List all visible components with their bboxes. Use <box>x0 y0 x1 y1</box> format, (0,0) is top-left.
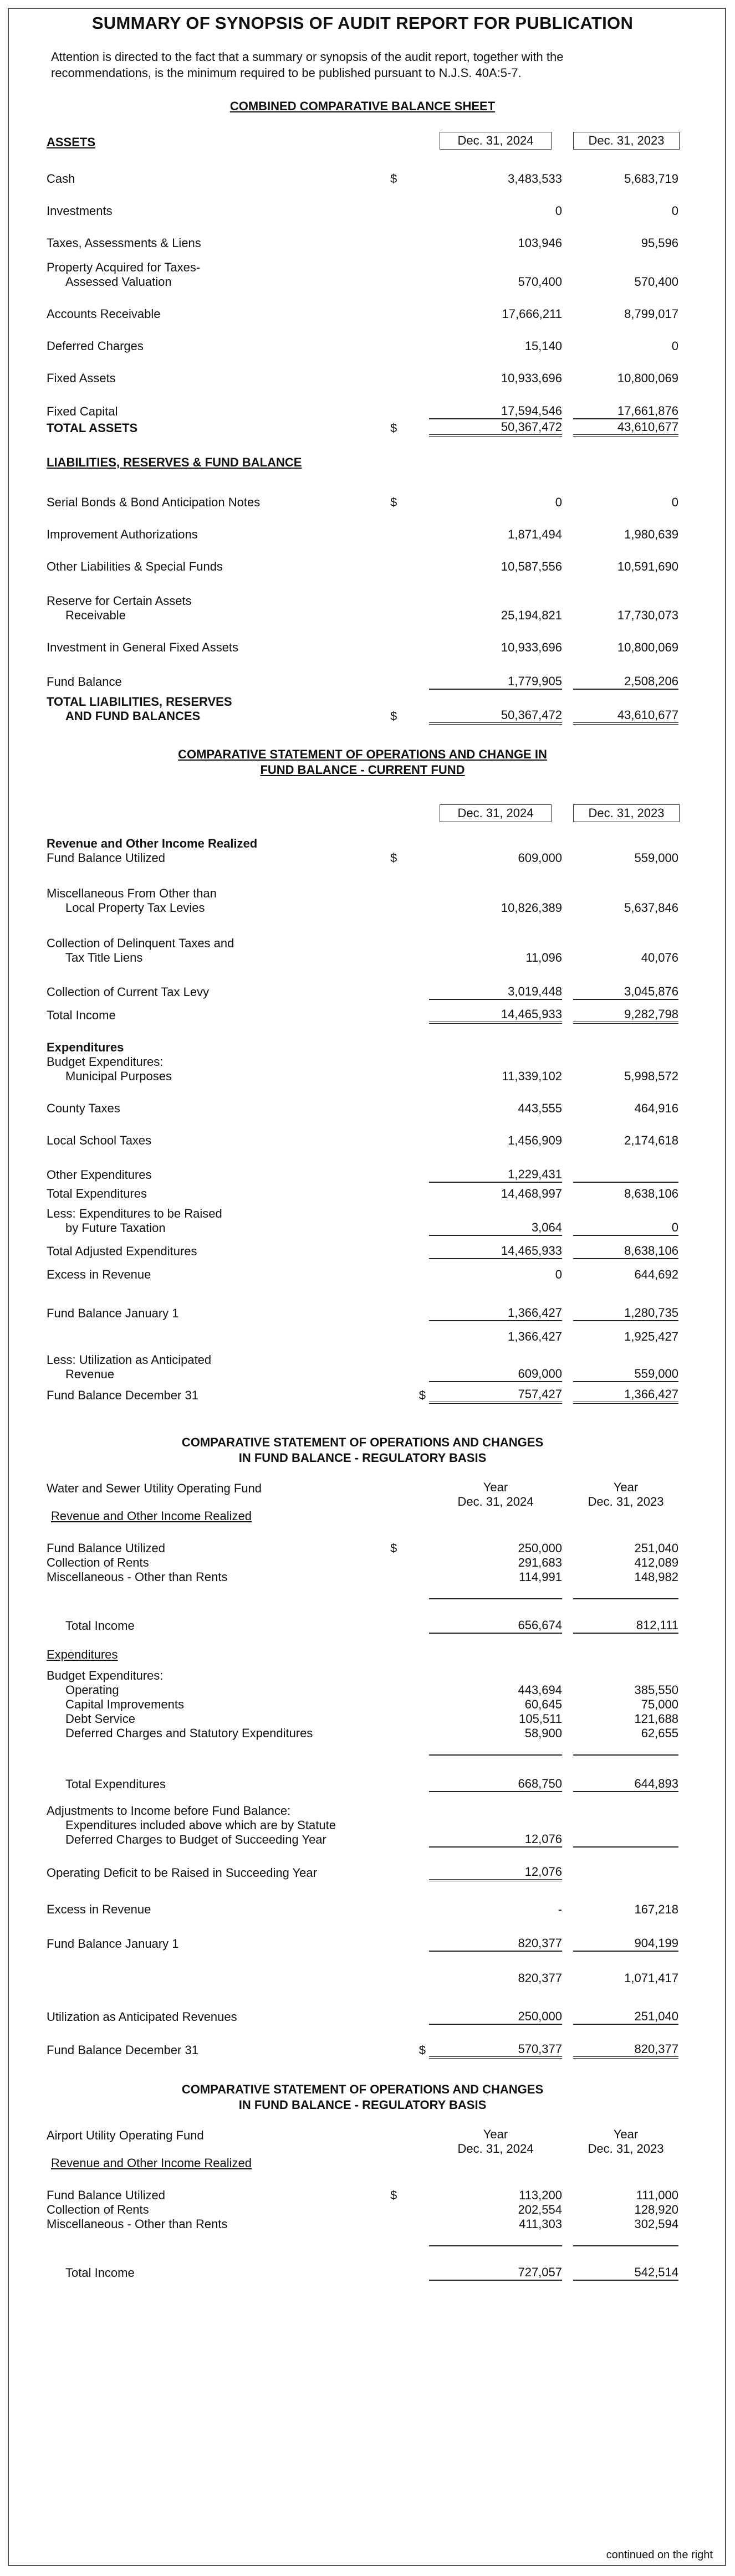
fund-name: Airport Utility Operating Fund <box>47 2128 204 2142</box>
table-row <box>47 2203 678 2217</box>
row-label: Local School Taxes <box>47 1133 152 1147</box>
row-label: Miscellaneous - Other than Rents <box>47 2217 228 2231</box>
col-2023-header: Dec. 31, 2023 <box>588 1495 664 1508</box>
value-2024: 820,377 <box>429 1917 562 1951</box>
value-2023: 8,638,106 <box>573 1235 678 1259</box>
table-row <box>47 321 678 353</box>
value-2023: 1,980,639 <box>624 527 678 541</box>
value-2024: 14,465,933 <box>429 1235 562 1259</box>
table-row <box>47 965 678 999</box>
table-row <box>47 574 678 623</box>
row-label: Capital Improvements <box>65 1697 184 1711</box>
value-2024: 10,933,696 <box>501 640 562 654</box>
row-label-cont: Assessed Valuation <box>65 275 172 289</box>
value-2023: 559,000 <box>634 851 678 865</box>
row-label: Total Expenditures <box>65 1777 166 1791</box>
intro-paragraph: Attention is directed to the fact that a summary or synopsis of the audit report, together with the recommendations, is the minimum required to be published pursuant to N.J.S. 40A:5-7. <box>51 50 564 80</box>
table-row <box>47 470 678 510</box>
subtotal-2024: 820,377 <box>518 1971 562 1985</box>
balance-sheet-table <box>47 131 678 725</box>
value-2024: - <box>558 1902 562 1916</box>
row-label: Serial Bonds & Bond Anticipation Notes <box>47 495 261 509</box>
total-row <box>47 2024 678 2057</box>
value-2023: 10,800,069 <box>617 640 678 654</box>
value-2024: 12,076 <box>429 1847 562 1880</box>
row-label: Collection of Rents <box>47 1556 149 1569</box>
year-label: Year <box>483 2127 508 2141</box>
total-assets-label: TOTAL ASSETS <box>47 421 138 435</box>
water-sewer-title-line1: COMPARATIVE STATEMENT OF OPERATIONS AND CHANGES <box>181 1435 544 1449</box>
row-label-cont: Receivable <box>65 608 126 622</box>
row-label: Miscellaneous - Other than Rents <box>47 1570 228 1584</box>
row-label: Accounts Receivable <box>47 307 161 321</box>
value-2023: 40,076 <box>641 951 678 964</box>
subtotal-2023: 1,071,417 <box>624 1971 678 1985</box>
table-row <box>47 1697 678 1712</box>
total-row <box>47 419 678 435</box>
table-row <box>47 1792 678 1847</box>
table-row <box>47 1712 678 1726</box>
value-2023: 570,400 <box>634 275 678 289</box>
year-label: Year <box>483 1480 508 1494</box>
row-label: Deferred Charges and Statutory Expenditures <box>65 1726 313 1740</box>
document-page <box>47 13 678 2281</box>
col-2023-header: Dec. 31, 2023 <box>573 132 680 150</box>
value-2023: 5,998,572 <box>624 1069 678 1083</box>
value-2024: 570,377 <box>429 2024 562 2057</box>
value-2023: 820,377 <box>573 2024 678 2057</box>
value-2023: 385,550 <box>634 1683 678 1697</box>
row-label: County Taxes <box>47 1101 120 1115</box>
total-liabilities-label: TOTAL LIABILITIES, RESERVES <box>47 695 232 709</box>
dollar-sign: $ <box>390 421 397 435</box>
table-row <box>47 1084 678 1116</box>
year-label: Year <box>613 1480 639 1494</box>
table-row <box>47 623 678 655</box>
value-2024: 10,587,556 <box>501 560 562 573</box>
value-2024: 609,000 <box>429 1344 562 1382</box>
value-2023: 0 <box>671 204 678 218</box>
value-2023: 0 <box>671 495 678 509</box>
value-2024: 14,465,933 <box>429 999 562 1023</box>
dollar-sign: $ <box>418 2043 426 2057</box>
value-2024: 1,456,909 <box>508 1133 562 1147</box>
budget-label: Budget Expenditures: <box>47 1055 164 1069</box>
value-2023: 75,000 <box>641 1697 678 1711</box>
value-2024: 0 <box>555 495 562 509</box>
row-label: Fund Balance January 1 <box>47 1937 179 1951</box>
value-2023: 8,638,106 <box>624 1187 678 1200</box>
value-2024: 10,933,696 <box>501 371 562 385</box>
airport-title-line1: COMPARATIVE STATEMENT OF OPERATIONS AND CHANGES <box>181 2082 544 2096</box>
table-row <box>47 1148 678 1182</box>
table-row <box>47 386 678 419</box>
row-label: Fund Balance Utilized <box>47 1541 166 1555</box>
value-2024: 12,076 <box>429 1792 562 1847</box>
current-fund-title-line1: COMPARATIVE STATEMENT OF OPERATIONS AND CHANGE IN <box>178 747 547 761</box>
expenditures-heading: Expenditures <box>47 1648 118 1661</box>
row-label: Fund Balance December 31 <box>47 2043 198 2057</box>
value-2024: 250,000 <box>518 1541 562 1555</box>
value-2024: 291,683 <box>518 1556 562 1569</box>
value-2023: 464,916 <box>634 1101 678 1115</box>
row-label: Other Expenditures <box>47 1168 152 1182</box>
table-row <box>47 218 678 250</box>
row-label: Cash <box>47 172 75 186</box>
subtotal-2024: 1,366,427 <box>508 1330 562 1343</box>
row-label: Fixed Capital <box>47 404 118 418</box>
table-row <box>47 655 678 689</box>
value-2023: 128,920 <box>634 2203 678 2216</box>
value-2024: 443,555 <box>518 1101 562 1115</box>
value-2024: 1,366,427 <box>429 1282 562 1321</box>
liabilities-heading: LIABILITIES, RESERVES & FUND BALANCE <box>47 455 302 469</box>
table-row <box>47 1985 678 2024</box>
value-2024: 3,064 <box>429 1201 562 1235</box>
table-row <box>47 542 678 574</box>
row-label: Fund Balance <box>47 675 122 689</box>
table-row <box>47 1570 678 1584</box>
value-2024: 11,096 <box>525 951 562 964</box>
table-row <box>47 822 678 865</box>
col-2024-header: Dec. 31, 2024 <box>440 132 552 150</box>
value-2023: 148,982 <box>634 1570 678 1584</box>
col-2023-header: Dec. 31, 2023 <box>573 804 680 822</box>
table-row <box>47 915 678 965</box>
value-2023: 302,594 <box>634 2217 678 2231</box>
value-2023: 167,218 <box>634 1902 678 1916</box>
row-label: Improvement Authorizations <box>47 527 198 541</box>
col-2023-header: Dec. 31, 2023 <box>588 2142 664 2156</box>
value-2023: 62,655 <box>641 1726 678 1740</box>
table-row <box>47 1321 678 1344</box>
dollar-sign: $ <box>390 1541 397 1555</box>
row-label: Deferred Charges <box>47 339 144 353</box>
value-2024: 17,594,546 <box>429 386 562 419</box>
table-row <box>47 1662 678 1697</box>
value-2024: 668,750 <box>429 1755 562 1792</box>
value-2023: 9,282,798 <box>573 999 678 1023</box>
value-2024: 202,554 <box>518 2203 562 2216</box>
value-2023: 10,591,690 <box>617 560 678 573</box>
value-2023: 251,040 <box>573 1985 678 2024</box>
revenue-heading: Revenue and Other Income Realized <box>47 837 258 850</box>
value-2023: 10,800,069 <box>617 371 678 385</box>
row-label: Less: Utilization as Anticipated <box>47 1353 212 1367</box>
current-fund-title-line2: FUND BALANCE - CURRENT FUND <box>260 763 465 777</box>
table-row <box>47 186 678 218</box>
table-row <box>47 289 678 321</box>
table-row <box>47 1282 678 1321</box>
row-label-cont: Local Property Tax Levies <box>65 901 205 915</box>
value-2023: 412,089 <box>634 1556 678 1569</box>
value-2024: 15,140 <box>524 339 562 353</box>
value-2023: 121,688 <box>634 1712 678 1726</box>
dollar-sign: $ <box>390 2188 397 2202</box>
table-row <box>47 1951 678 1985</box>
value-2023: 17,661,876 <box>573 386 678 419</box>
table-row <box>47 2178 678 2203</box>
row-label: Operating Deficit to be Raised in Succeeding Year <box>47 1866 317 1880</box>
value-2023: 43,610,677 <box>573 689 678 723</box>
row-label: Fund Balance January 1 <box>47 1306 179 1320</box>
row-label: Collection of Current Tax Levy <box>47 985 210 999</box>
row-label: Collection of Delinquent Taxes and <box>47 936 234 950</box>
table-row <box>47 250 678 289</box>
value-2023: 43,610,677 <box>573 419 678 435</box>
value-2023: 812,111 <box>573 1599 678 1633</box>
dollar-sign: $ <box>390 495 397 509</box>
value-2023: 0 <box>671 339 678 353</box>
value-2024: 25,194,821 <box>501 608 562 622</box>
value-2024: 105,511 <box>519 1712 562 1726</box>
table-row <box>47 150 678 186</box>
row-label: Fund Balance Utilized <box>47 851 166 865</box>
value-2023: 3,045,876 <box>573 965 678 999</box>
dollar-sign: $ <box>390 709 397 723</box>
value-2024: 0 <box>555 204 562 218</box>
revenue-heading: Revenue and Other Income Realized <box>51 2156 252 2170</box>
value-2023: 542,514 <box>573 2246 678 2280</box>
table-row <box>47 1531 678 1556</box>
row-label: Fund Balance December 31 <box>47 1388 198 1402</box>
dollar-sign: $ <box>418 1388 426 1402</box>
water-sewer-table <box>47 1478 678 2059</box>
row-label-cont: Revenue <box>65 1367 115 1381</box>
adjustments-label-cont: Expenditures included above which are by Statute <box>65 1818 336 1832</box>
value-2023: 0 <box>573 1201 678 1235</box>
water-sewer-title-line2: IN FUND BALANCE - REGULATORY BASIS <box>238 1451 487 1465</box>
value-2023: 2,174,618 <box>624 1133 678 1147</box>
row-label-cont: Tax Title Liens <box>65 951 143 964</box>
value-2024: 1,229,431 <box>429 1148 562 1182</box>
row-label: Operating <box>65 1683 119 1697</box>
table-row <box>47 1880 678 1917</box>
value-2024: 11,339,102 <box>502 1069 562 1083</box>
row-label: Fixed Assets <box>47 371 116 385</box>
value-2023 <box>573 1148 678 1182</box>
value-2023: 5,637,846 <box>624 901 678 915</box>
dollar-sign: $ <box>390 172 397 186</box>
balance-sheet-title: COMBINED COMPARATIVE BALANCE SHEET <box>229 99 496 113</box>
airport-title-line2: IN FUND BALANCE - REGULATORY BASIS <box>238 2098 487 2112</box>
row-label: Other Liabilities & Special Funds <box>47 560 223 573</box>
value-2024: 0 <box>555 1268 562 1281</box>
table-row <box>47 510 678 542</box>
revenue-heading: Revenue and Other Income Realized <box>51 1509 252 1523</box>
airport-table <box>47 2125 678 2281</box>
value-2024: 14,468,997 <box>501 1187 562 1200</box>
value-2023: 5,683,719 <box>624 172 678 186</box>
col-2024-header: Dec. 31, 2024 <box>457 1495 534 1508</box>
row-label: Investment in General Fixed Assets <box>47 640 239 654</box>
table-row <box>47 1182 678 1201</box>
value-2023: 644,893 <box>573 1755 678 1792</box>
table-row <box>47 865 678 915</box>
table-row <box>47 1235 678 1259</box>
table-row <box>47 1847 678 1880</box>
table-row <box>47 1023 678 1084</box>
value-2024: 10,826,389 <box>501 901 562 915</box>
col-2024-header: Dec. 31, 2024 <box>440 804 552 822</box>
page-title: SUMMARY OF SYNOPSIS OF AUDIT REPORT FOR PUBLICATION <box>91 13 634 33</box>
adjustments-label: Adjustments to Income before Fund Balance: <box>47 1804 291 1818</box>
row-label: Reserve for Certain Assets <box>47 594 192 608</box>
value-2024: 609,000 <box>518 851 562 865</box>
row-label: Total Adjusted Expenditures <box>47 1244 197 1258</box>
dollar-sign: $ <box>390 851 397 865</box>
row-label: Municipal Purposes <box>65 1069 172 1083</box>
table-row <box>47 353 678 386</box>
table-row <box>47 1344 678 1382</box>
row-label: Fund Balance Utilized <box>47 2188 166 2202</box>
row-label: Collection of Rents <box>47 2203 149 2216</box>
row-label: Excess in Revenue <box>47 1268 151 1281</box>
table-row <box>47 1259 678 1282</box>
value-2023: 251,040 <box>634 1541 678 1555</box>
col-2024-header: Dec. 31, 2024 <box>457 2142 534 2156</box>
continued-note: continued on the right <box>606 2549 713 2561</box>
value-2024: 570,400 <box>518 275 562 289</box>
value-2023: 111,000 <box>636 2188 678 2202</box>
expenditures-heading: Expenditures <box>47 1040 124 1054</box>
assets-heading: ASSETS <box>47 135 96 149</box>
row-label: Debt Service <box>65 1712 135 1726</box>
value-2023: 17,730,073 <box>617 608 678 622</box>
table-row <box>47 1201 678 1235</box>
value-2024: 17,666,211 <box>502 307 562 321</box>
value-2024: 103,946 <box>518 236 562 250</box>
value-2024: 50,367,472 <box>429 419 562 435</box>
value-2023: 644,692 <box>634 1268 678 1281</box>
table-row <box>47 999 678 1023</box>
value-2023 <box>573 1847 678 1880</box>
fund-name: Water and Sewer Utility Operating Fund <box>47 1481 262 1495</box>
value-2024: 58,900 <box>524 1726 562 1740</box>
row-label: Utilization as Anticipated Revenues <box>47 2010 237 2024</box>
table-row <box>47 2246 678 2280</box>
row-label: Investments <box>47 204 113 218</box>
subtotal-2023: 1,925,427 <box>624 1330 678 1343</box>
value-2024: 250,000 <box>429 1985 562 2024</box>
value-2024: 3,483,533 <box>508 172 562 186</box>
value-2024: 1,779,905 <box>429 655 562 689</box>
current-fund-table <box>47 803 678 1404</box>
table-row <box>47 1116 678 1148</box>
budget-label: Budget Expenditures: <box>47 1669 164 1682</box>
row-label: Total Income <box>65 2266 135 2280</box>
value-2023: 904,199 <box>573 1917 678 1951</box>
value-2024: 60,645 <box>524 1697 562 1711</box>
value-2024: 113,200 <box>519 2188 562 2202</box>
row-label: Taxes, Assessments & Liens <box>47 236 201 250</box>
table-row <box>47 1599 678 1633</box>
row-label: Total Expenditures <box>47 1187 147 1200</box>
value-2024: 727,057 <box>429 2246 562 2280</box>
value-2024: 50,367,472 <box>429 689 562 723</box>
value-2023: 559,000 <box>573 1344 678 1382</box>
row-label-cont: by Future Taxation <box>65 1221 166 1235</box>
table-row <box>47 2217 678 2231</box>
value-2024: 1,871,494 <box>508 527 562 541</box>
value-2024: 3,019,448 <box>429 965 562 999</box>
table-row <box>47 1726 678 1741</box>
row-label: Total Income <box>65 1619 135 1633</box>
value-2023: 2,508,206 <box>573 655 678 689</box>
value-2024: 411,303 <box>519 2217 562 2231</box>
value-2024: 757,427 <box>429 1382 562 1403</box>
year-label: Year <box>613 2127 639 2141</box>
value-2024: 443,694 <box>518 1683 562 1697</box>
table-row <box>47 1755 678 1792</box>
value-2023: 8,799,017 <box>624 307 678 321</box>
row-label: Total Income <box>47 1008 116 1022</box>
value-2023: 1,280,735 <box>573 1282 678 1321</box>
row-label: Less: Expenditures to be Raised <box>47 1207 222 1220</box>
adjustments-label-cont2: Deferred Charges to Budget of Succeeding Year <box>65 1833 326 1846</box>
table-row <box>47 1556 678 1570</box>
value-2023: 95,596 <box>641 236 678 250</box>
total-liabilities-label-cont: AND FUND BALANCES <box>65 709 201 723</box>
value-2024: 656,674 <box>429 1599 562 1633</box>
value-2024: 114,991 <box>519 1570 562 1584</box>
value-2023: 1,366,427 <box>573 1382 678 1403</box>
row-label: Property Acquired for Taxes- <box>47 260 201 274</box>
row-label: Miscellaneous From Other than <box>47 886 217 900</box>
table-row <box>47 1917 678 1951</box>
total-row <box>47 1382 678 1403</box>
row-label: Excess in Revenue <box>47 1902 151 1916</box>
total-row <box>47 689 678 723</box>
